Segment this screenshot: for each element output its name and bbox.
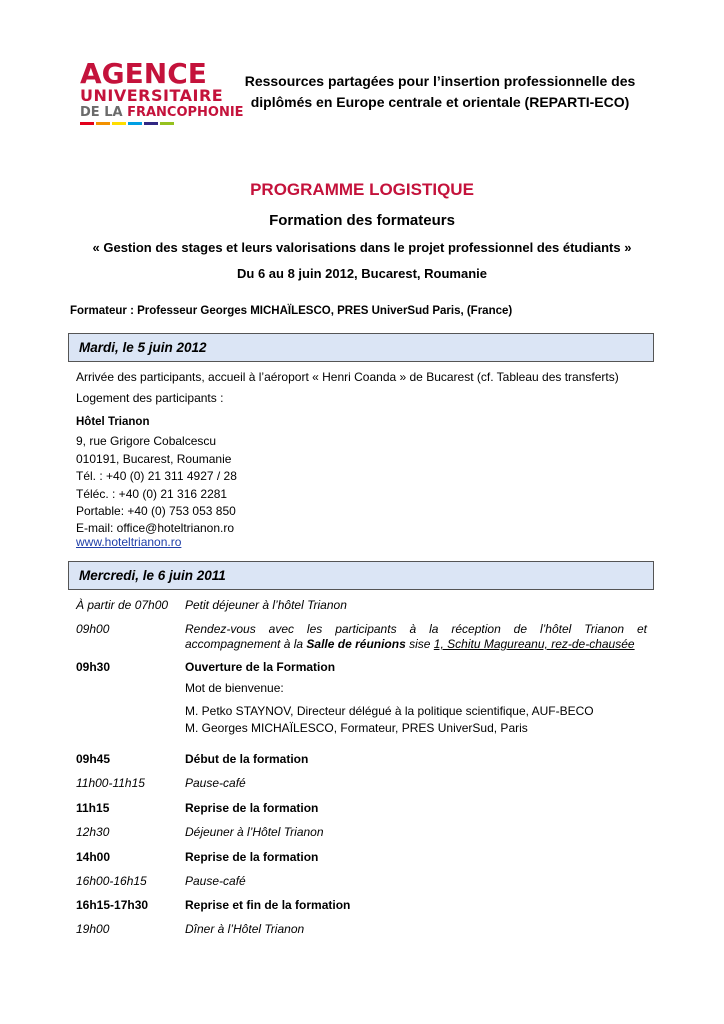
schedule-activity: Début de la formation	[185, 752, 309, 766]
schedule-time: 09h30	[76, 660, 111, 674]
logo-color-bar	[112, 122, 126, 125]
schedule-activity: Mot de bienvenue:	[185, 681, 284, 695]
schedule-activity: Pause-café	[185, 874, 246, 888]
header-line2: diplômés en Europe centrale et orientale (REPARTI-ECO)	[250, 94, 630, 110]
page-title: PROGRAMME LOGISTIQUE	[250, 180, 474, 199]
trainer-line: Formateur : Professeur Georges MICHAÏLESCO, PRES UniverSud Paris, (France)	[70, 305, 513, 317]
day2-heading-box	[68, 561, 654, 590]
logo-line3: DE LA FRANCOPHONIE	[80, 105, 244, 120]
logo-color-bar	[128, 122, 142, 125]
schedule-time: 16h15-17h30	[76, 898, 149, 912]
schedule-time: 09h00	[76, 622, 110, 636]
schedule-activity: M. Petko STAYNOV, Directeur délégué à la politique scientifique, AUF-BECO	[185, 704, 594, 718]
day1-mobile: Portable: +40 (0) 753 053 850	[76, 504, 236, 518]
schedule-activity: Reprise de la formation	[185, 850, 319, 864]
page-subtitle: Formation des formateurs	[269, 212, 455, 229]
project-header	[220, 71, 660, 113]
training-dates: Du 6 au 8 juin 2012, Bucarest, Roumanie	[237, 266, 487, 281]
schedule-time: 12h30	[76, 825, 110, 839]
schedule-activity: Reprise de la formation	[185, 801, 319, 815]
schedule-activity: Pause-café	[185, 776, 246, 790]
logo-line1: AGENCE	[80, 57, 207, 90]
day2-heading: Mercredi, le 6 juin 2011	[79, 568, 226, 583]
logo-color-bar	[144, 122, 158, 125]
schedule-time: 09h45	[76, 752, 111, 766]
day1-arrival: Arrivée des participants, accueil à l’aéroport « Henri Coanda » de Bucarest (cf. Tableau des transferts)	[76, 370, 619, 384]
logo-color-bar	[80, 122, 94, 125]
schedule-activity: Petit déjeuner à l’hôtel Trianon	[185, 598, 347, 612]
schedule-activity: Reprise et fin de la formation	[185, 898, 351, 912]
schedule-activity: Ouverture de la Formation	[185, 660, 336, 674]
schedule-time: À partir de 07h00	[76, 598, 169, 612]
schedule-activity: Déjeuner à l’Hôtel Trianon	[185, 825, 324, 839]
hotel-website-link[interactable]: www.hoteltrianon.ro	[76, 535, 182, 549]
logo-color-bar	[160, 122, 174, 125]
day1-lodging: Logement des participants :	[76, 391, 224, 405]
logo-color-bars	[80, 122, 192, 125]
schedule-time: 14h00	[76, 850, 111, 864]
day1-fax: Téléc. : +40 (0) 21 316 2281	[76, 487, 228, 501]
day1-heading: Mardi, le 5 juin 2012	[79, 340, 207, 355]
day1-hotel-name: Hôtel Trianon	[76, 416, 150, 428]
day1-address1: 9, rue Grigore Cobalcescu	[76, 434, 217, 448]
schedule-activity: Dîner à l’Hôtel Trianon	[185, 922, 305, 936]
schedule-time: 11h15	[76, 801, 110, 815]
auf-logo	[80, 57, 244, 136]
day1-tel: Tél. : +40 (0) 21 311 4927 / 28	[76, 469, 237, 483]
logo-line2: UNIVERSITAIRE	[80, 86, 224, 105]
day1-heading-box	[68, 333, 654, 362]
schedule-time: 16h00-16h15	[76, 874, 147, 888]
schedule-time: 11h00-11h15	[76, 776, 145, 790]
schedule-activity: Rendez-vous avec les participants à la réception de l’hôtel Trianon et accompagnement à la Salle de réunions sise 1, Schitu Magureanu, rez-de-chausée	[185, 622, 647, 651]
day1-email: E-mail: office@hoteltrianon.ro	[76, 521, 235, 535]
schedule-time: 19h00	[76, 922, 110, 936]
logo-color-bar	[96, 122, 110, 125]
header-line1: Ressources partagées pour l’insertion professionnelle des	[244, 73, 636, 89]
schedule-activity: M. Georges MICHAÏLESCO, Formateur, PRES UniverSud, Paris	[185, 721, 528, 735]
day1-address2: 010191, Bucarest, Roumanie	[76, 452, 232, 466]
training-theme: « Gestion des stages et leurs valorisations dans le projet professionnel des étudiants »	[92, 240, 632, 255]
